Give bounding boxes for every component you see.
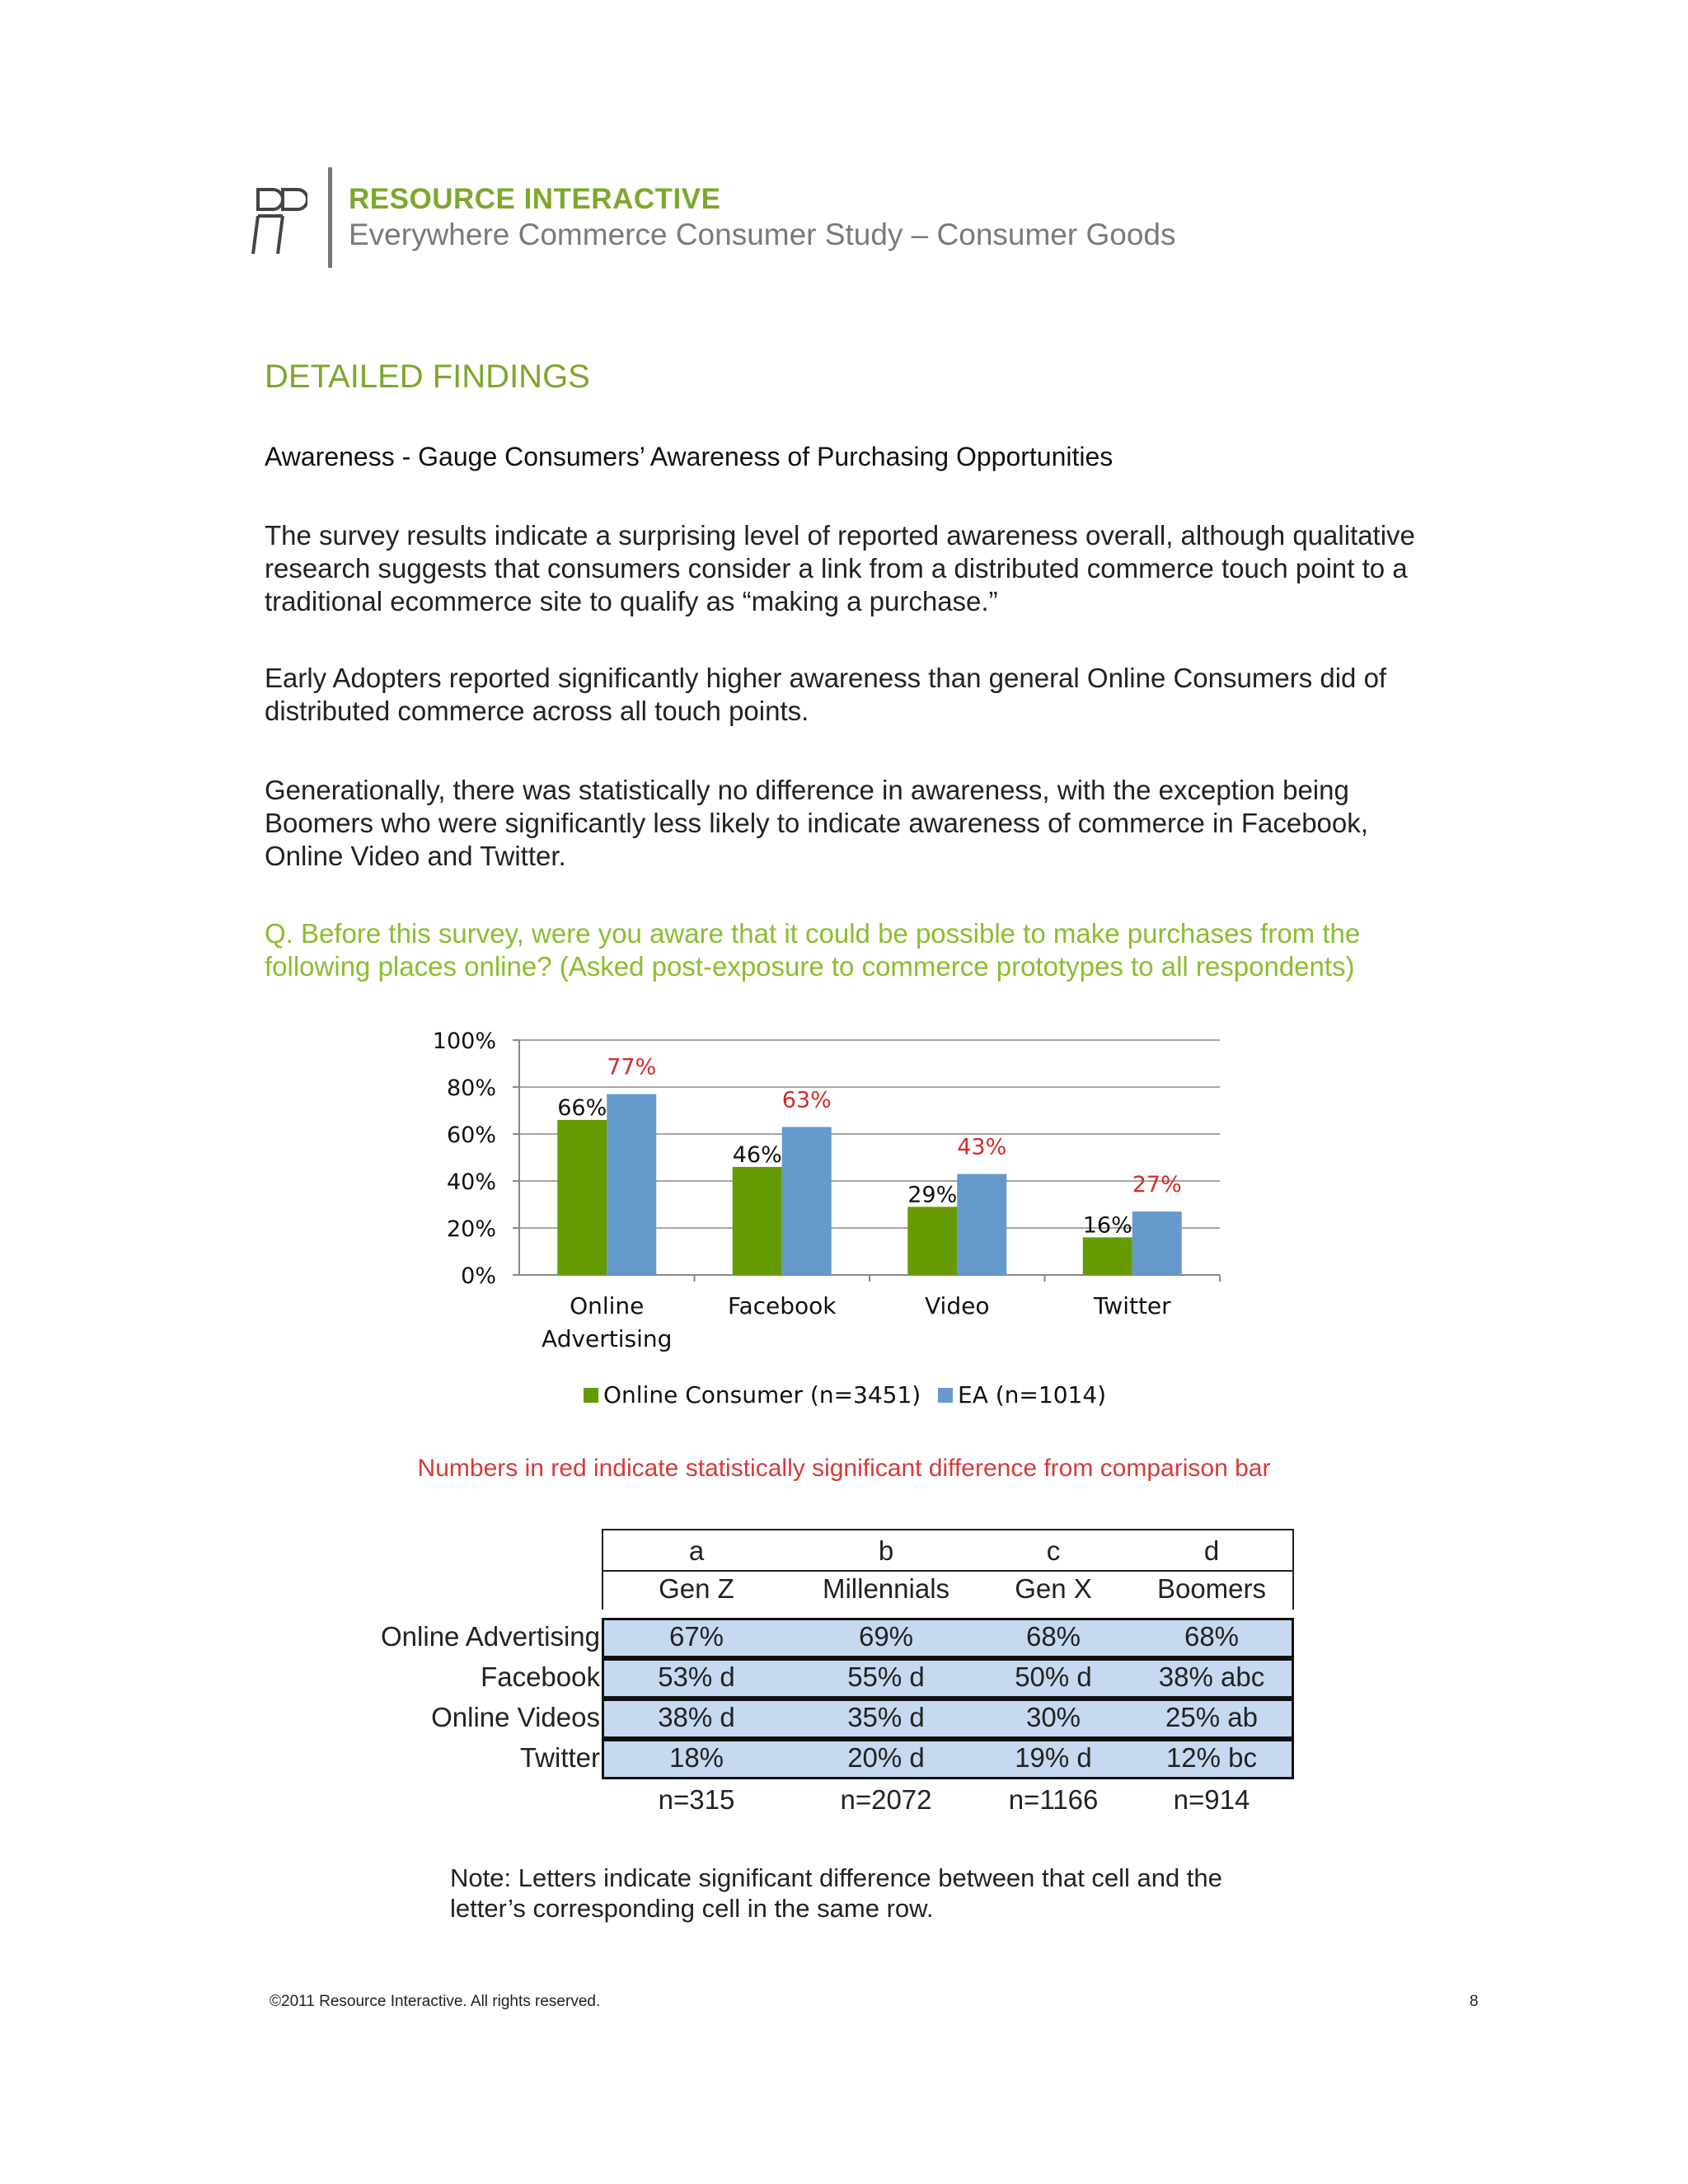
- x-tick-label: Twitter: [1093, 1292, 1171, 1319]
- sample-size: n=914: [1173, 1784, 1250, 1815]
- table-cell: 12% bc: [1165, 1742, 1258, 1773]
- x-tick-label: Advertising: [542, 1325, 673, 1352]
- bar-ea: [607, 1094, 656, 1275]
- column-header: Gen X: [1015, 1573, 1092, 1604]
- column-header: Gen Z: [659, 1573, 734, 1604]
- row-label: Online Videos: [431, 1702, 600, 1732]
- data-label: 63%: [781, 1087, 832, 1113]
- y-tick-label: 0%: [461, 1263, 496, 1289]
- row-label: Online Advertising: [381, 1621, 600, 1652]
- data-label: 29%: [907, 1182, 958, 1208]
- bar-online-consumer: [733, 1167, 782, 1275]
- column-header: Boomers: [1156, 1573, 1267, 1604]
- table-cell: 30%: [1025, 1702, 1081, 1732]
- bar-ea: [782, 1127, 832, 1275]
- data-label: 77%: [607, 1054, 657, 1080]
- bar-ea: [1132, 1212, 1182, 1275]
- x-tick-label: Online: [570, 1292, 645, 1319]
- y-tick-label: 60%: [446, 1122, 496, 1148]
- table-cell: 38% abc: [1158, 1661, 1265, 1692]
- y-tick-label: 80%: [446, 1076, 496, 1101]
- bar-online-consumer: [907, 1207, 957, 1275]
- column-letter: c: [1046, 1535, 1061, 1566]
- legend-label: EA (n=1014): [958, 1381, 1107, 1408]
- data-label: 66%: [557, 1094, 607, 1121]
- table-cell: 53% d: [658, 1661, 735, 1692]
- table-cell: 68%: [1184, 1621, 1240, 1652]
- data-label: 27%: [1132, 1172, 1182, 1198]
- column-letter: d: [1203, 1535, 1220, 1566]
- table-cell: 67%: [668, 1621, 724, 1652]
- table-header-divider: [602, 1570, 1294, 1572]
- table-cell: 20% d: [847, 1742, 925, 1773]
- awareness-bar-chart: [412, 1014, 1236, 1426]
- x-tick-label: Video: [925, 1292, 990, 1319]
- data-label: 16%: [1082, 1212, 1132, 1239]
- paragraph-1: The survey results indicate a surprising level of reported awareness overall, although qualitative research suggests that consumers consider a link from a distributed commerce touch point to a traditional ecommerce site to qualify as “making a purchase.”: [265, 520, 1415, 616]
- y-tick-label: 20%: [446, 1216, 496, 1242]
- section-title: DETAILED FINDINGS: [265, 359, 590, 395]
- data-label: 46%: [732, 1141, 782, 1168]
- x-tick-label: Facebook: [727, 1292, 837, 1319]
- sample-size: n=2072: [840, 1784, 932, 1815]
- bar-ea: [957, 1174, 1006, 1275]
- column-letter: a: [688, 1535, 705, 1566]
- study-title: Everywhere Commerce Consumer Study – Consumer Goods: [349, 218, 1176, 251]
- bar-online-consumer: [557, 1120, 607, 1275]
- generation-table: [346, 1529, 1294, 1834]
- table-note: Note: Letters indicate significant difference between that cell and the letter’s corresponding cell in the same row.: [450, 1863, 1222, 1923]
- column-letter: b: [878, 1535, 894, 1566]
- table-cell: 35% d: [847, 1702, 925, 1732]
- brand-name: RESOURCE INTERACTIVE: [349, 183, 721, 215]
- resource-interactive-logo-icon: [250, 183, 307, 257]
- y-tick-label: 40%: [446, 1169, 496, 1195]
- header-divider: [328, 167, 332, 268]
- table-cell: 19% d: [1015, 1742, 1092, 1773]
- table-cell: 38% d: [658, 1702, 735, 1732]
- y-tick-label: 100%: [432, 1029, 496, 1054]
- table-cell: 50% d: [1015, 1661, 1092, 1692]
- legend-swatch: [938, 1388, 953, 1403]
- sample-size: n=1166: [1008, 1784, 1099, 1815]
- table-cell: 69%: [858, 1621, 914, 1652]
- table-cell: 55% d: [847, 1661, 925, 1692]
- table-cell: 25% ab: [1165, 1702, 1258, 1732]
- sample-size: n=315: [658, 1784, 735, 1815]
- subheading: Awareness - Gauge Consumers’ Awareness of Purchasing Opportunities: [265, 442, 1114, 471]
- table-cell: 68%: [1025, 1621, 1081, 1652]
- paragraph-2: Early Adopters reported significantly higher awareness than general Online Consumers did of distributed commerce across all touch points.: [265, 663, 1387, 726]
- row-label: Twitter: [519, 1742, 600, 1773]
- table-cell: 18%: [668, 1742, 724, 1773]
- bar-online-consumer: [1083, 1237, 1132, 1275]
- legend-label: Online Consumer (n=3451): [603, 1381, 921, 1408]
- significance-note: Numbers in red indicate statistically significant difference from comparison bar: [417, 1455, 1271, 1482]
- page-number: 8: [1470, 1993, 1479, 2010]
- data-label: 43%: [957, 1134, 1007, 1160]
- row-label: Facebook: [481, 1661, 600, 1692]
- column-header: Millennials: [822, 1573, 950, 1604]
- paragraph-3: Generationally, there was statistically no difference in awareness, with the exception being Boomers who were significantly less likely to indicate awareness of commerce in Facebook, Online Video and Twitter.: [265, 775, 1368, 871]
- footer-copyright: ©2011 Resource Interactive. All rights reserved.: [270, 1993, 601, 2010]
- survey-question: Q. Before this survey, were you aware that it could be possible to make purchases from the following places online? (Asked post-exposure to commerce prototypes to all respondents): [265, 918, 1361, 982]
- legend-swatch: [584, 1388, 598, 1403]
